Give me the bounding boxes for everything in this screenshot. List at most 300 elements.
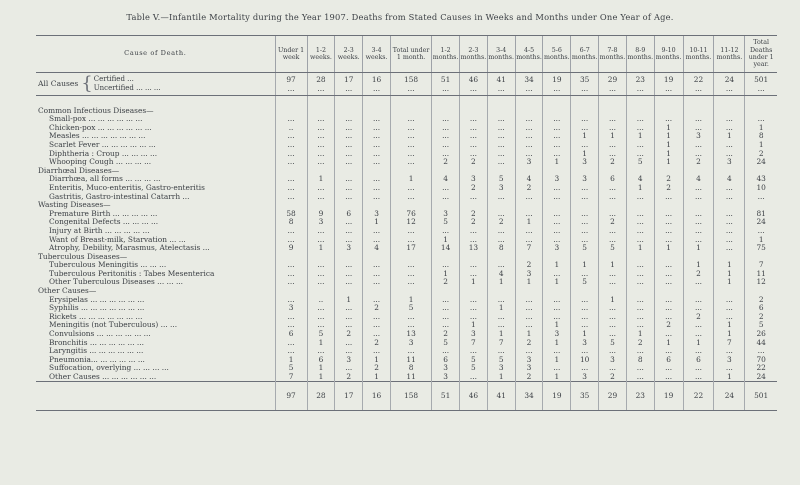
spacer-cell (543, 96, 571, 107)
spacer-cell (275, 96, 307, 107)
table-cell: ... (390, 312, 431, 321)
table-cell: ... (714, 192, 745, 201)
table-cell: 1 (390, 175, 431, 184)
table-cell: ... (714, 244, 745, 253)
table-cell: ... (432, 295, 460, 304)
certified-value: 46 (468, 75, 479, 84)
brace-glyph: { (81, 73, 93, 94)
row-label: Enteritis, Muco-enteritis, Gastro-enteritis (49, 183, 205, 192)
table-cell: 7 (714, 338, 745, 347)
uncertified-value: ... (373, 84, 381, 93)
table-cell (335, 106, 363, 115)
table-cell (683, 201, 714, 210)
table-cell: ... (683, 209, 714, 218)
table-cell: ... (275, 312, 307, 321)
table-cell: 5 (599, 338, 627, 347)
table-cell: 8 (275, 218, 307, 227)
table-cell: ... (307, 269, 335, 278)
table-cell: ... (460, 372, 488, 381)
table-cell: 1 (363, 372, 391, 381)
table-cell: ... (515, 347, 543, 356)
column-header: Under 1 week (275, 36, 307, 73)
all-causes-title: All Causes (38, 79, 79, 89)
table-cell: ... (390, 261, 431, 270)
table-cell: 1 (654, 140, 683, 149)
table-cell (654, 252, 683, 261)
row-label: Convulsions ... ... ... ... ... ... (49, 329, 151, 339)
total-cell: 24 (714, 382, 745, 411)
uncertified-value: ... (694, 84, 703, 93)
total-cell: 35 (571, 382, 599, 411)
table-cell: ... (487, 261, 515, 270)
table-cell: ... (275, 149, 307, 158)
table-cell: 26 (745, 329, 777, 338)
spacer-cell (36, 96, 275, 107)
table-cell: 5 (460, 355, 488, 364)
table-cell: ... (487, 192, 515, 201)
table-cell: ... (599, 278, 627, 287)
spacer-cell (363, 96, 391, 107)
table-cell: ... (683, 304, 714, 313)
total-cell: 158 (390, 382, 431, 411)
table-cell (335, 252, 363, 261)
row-label: Chicken-pox ... ... ... ... ... ... (49, 123, 152, 132)
table-cell: ... (275, 226, 307, 235)
table-cell (432, 166, 460, 175)
total-cell: 19 (654, 382, 683, 411)
uncertified-value: ... (581, 84, 589, 93)
table-cell: ... (363, 175, 391, 184)
table-cell: ... (307, 278, 335, 287)
table-cell: 1 (335, 295, 363, 304)
table-row (36, 355, 777, 364)
table-cell: ... (654, 269, 683, 278)
table-cell: 10 (745, 183, 777, 192)
table-cell: ... (626, 226, 654, 235)
row-label: Erysipelas ... ... ... ... ... ... (49, 295, 145, 304)
table-cell: 1 (432, 269, 460, 278)
uncertified-value: ... (525, 84, 533, 93)
spacer-cell (432, 96, 460, 107)
table-cell: 11 (390, 372, 431, 381)
column-header: 2-3 months. (460, 36, 488, 73)
table-cell: 1 (599, 132, 627, 141)
table-row (36, 218, 777, 227)
row-label: Injury at Birth ... ... ... ... ... (49, 226, 150, 235)
table-cell: 1 (714, 372, 745, 381)
table-cell: 5 (307, 329, 335, 338)
table-cell: 5 (571, 244, 599, 253)
table-cell (432, 73, 460, 96)
table-cell: ... (487, 123, 515, 132)
total-cell: 501 (745, 382, 777, 411)
row-label: Rickets ... ... ... ... ... ... ... (49, 312, 143, 321)
table-cell: 1 (745, 140, 777, 149)
table-cell: ... (626, 209, 654, 218)
spacer-cell (571, 96, 599, 107)
table-cell: ... (335, 347, 363, 356)
table-row (36, 175, 777, 184)
table-row (36, 209, 777, 218)
uncertified-value: ... (725, 84, 733, 93)
table-cell: 3 (571, 338, 599, 347)
column-header: 3-4 weeks. (363, 36, 391, 73)
table-cell: 3 (432, 364, 460, 373)
table-cell (683, 166, 714, 175)
spacer-cell (487, 96, 515, 107)
table-cell: ... (363, 226, 391, 235)
table-cell: 2 (515, 261, 543, 270)
table-cell (432, 106, 460, 115)
table-cell: ... (275, 269, 307, 278)
table-cell: ... (683, 329, 714, 338)
table-cell: 13 (460, 244, 488, 253)
table-cell: 2 (745, 149, 777, 158)
table-cell: 1 (307, 338, 335, 347)
table-cell (363, 201, 391, 210)
table-cell: 10 (571, 355, 599, 364)
table-cell (543, 106, 571, 115)
table-cell: ... (543, 140, 571, 149)
table-row (36, 235, 777, 244)
table-cell: ... (335, 321, 363, 330)
table-cell: ... (543, 269, 571, 278)
table-cell (515, 106, 543, 115)
total-cell: 17 (335, 382, 363, 411)
table-cell: ... (335, 269, 363, 278)
table-cell: ... (683, 226, 714, 235)
table-cell (460, 286, 488, 295)
row-label: Syphilis ... ... ... ... ... ... ... (49, 303, 145, 313)
table-cell: ... (335, 132, 363, 141)
uncertified-value: ... (757, 84, 765, 93)
table-row (36, 304, 777, 313)
spacer-cell (515, 96, 543, 107)
table-cell: 3 (515, 158, 543, 167)
table-cell (745, 201, 777, 210)
total-cell: 97 (275, 382, 307, 411)
table-cell: 24 (745, 158, 777, 167)
table-cell: ... (599, 115, 627, 124)
table-cell: 44 (745, 338, 777, 347)
table-cell (714, 286, 745, 295)
table-cell (335, 201, 363, 210)
table-cell: 2 (363, 364, 391, 373)
table-cell: ... (307, 261, 335, 270)
table-cell: ... (432, 261, 460, 270)
table-cell: ... (626, 192, 654, 201)
table-cell: ... (626, 372, 654, 381)
table-cell: ... (683, 115, 714, 124)
table-cell: 3 (460, 175, 488, 184)
table-cell: 7 (745, 261, 777, 270)
table-cell: 2 (460, 209, 488, 218)
table-cell: 76 (390, 209, 431, 218)
column-header: 2-3 weeks. (335, 36, 363, 73)
row-label: Measles ... ... ... ... ... ... ... (49, 131, 146, 141)
table-row (36, 347, 777, 356)
table-cell (571, 106, 599, 115)
table-cell: 3 (363, 209, 391, 218)
table-cell: 3 (543, 244, 571, 253)
table-cell: ... (432, 312, 460, 321)
table-cell: 1 (654, 244, 683, 253)
spacer-cell (745, 96, 777, 107)
table-cell: ... (515, 312, 543, 321)
table-cell (460, 106, 488, 115)
table-cell (307, 73, 335, 96)
table-cell (335, 166, 363, 175)
table-cell: 1 (714, 132, 745, 141)
row-label: Small-pox ... ... ... ... ... ... (49, 114, 143, 124)
table-cell: ... (714, 140, 745, 149)
table-cell (487, 73, 515, 96)
table-cell: 1 (571, 149, 599, 158)
table-cell: ... (335, 304, 363, 313)
table-cell: ... (432, 321, 460, 330)
table-cell: 1 (307, 244, 335, 253)
table-cell: ... (487, 295, 515, 304)
table-cell: ... (515, 295, 543, 304)
table-cell (683, 286, 714, 295)
table-cell: 22 (745, 364, 777, 373)
table-cell: ... (460, 226, 488, 235)
table-cell (275, 106, 307, 115)
table-cell: 1 (626, 183, 654, 192)
table-cell: ... (460, 347, 488, 356)
spacer-cell (460, 96, 488, 107)
table-cell: ... (714, 226, 745, 235)
table-cell: ... (307, 347, 335, 356)
table-cell: ... (487, 209, 515, 218)
table-cell: ... (714, 209, 745, 218)
table-cell: ... (515, 321, 543, 330)
table-cell: ... (599, 123, 627, 132)
uncertified-value: ... (442, 84, 450, 93)
table-cell: ... (571, 140, 599, 149)
certified-value: 24 (724, 75, 735, 84)
table-cell: 5 (432, 338, 460, 347)
column-header: 1-2 months. (432, 36, 460, 73)
table-cell (654, 201, 683, 210)
table-cell: 6 (335, 209, 363, 218)
table-cell: ... (714, 295, 745, 304)
table-cell: ... (390, 278, 431, 287)
table-cell: ... (626, 235, 654, 244)
table-cell: ... (654, 278, 683, 287)
table-cell: ... (683, 278, 714, 287)
table-cell: ... (515, 140, 543, 149)
row-label: Whooping Cough ... ... ... ... (49, 157, 152, 167)
table-cell: ... (275, 321, 307, 330)
section-header-row (36, 166, 777, 175)
table-cell: 1 (543, 278, 571, 287)
certified-value: 41 (496, 75, 506, 84)
table-cell: ... (571, 269, 599, 278)
table-cell: ... (714, 149, 745, 158)
table-cell: ... (275, 192, 307, 201)
table-cell: ... (363, 278, 391, 287)
table-cell: ... (683, 364, 714, 373)
table-cell: ... (626, 295, 654, 304)
table-cell: ... (460, 235, 488, 244)
table-cell: ... (543, 226, 571, 235)
table-cell: ... (432, 123, 460, 132)
table-cell (515, 73, 543, 96)
table-cell: 1 (599, 261, 627, 270)
table-cell (714, 73, 745, 96)
table-cell: 3 (714, 355, 745, 364)
table-cell: ... (571, 192, 599, 201)
column-header: Total under 1 month. (390, 36, 431, 73)
table-cell (714, 106, 745, 115)
certified-value: 28 (316, 75, 326, 84)
table-cell (654, 286, 683, 295)
table-cell (745, 252, 777, 261)
total-cell: 51 (432, 382, 460, 411)
table-cell: 6 (307, 355, 335, 364)
table-cell: 1 (460, 321, 488, 330)
table-cell: ... (515, 304, 543, 313)
certified-value: 16 (371, 75, 382, 84)
table-cell: ... (487, 149, 515, 158)
uncertified-value: ... (469, 84, 477, 93)
table-cell: .. (307, 295, 335, 304)
table-cell: 2 (745, 312, 777, 321)
table-cell: ... (599, 140, 627, 149)
table-cell: 8 (487, 244, 515, 253)
table-cell (745, 106, 777, 115)
table-cell: ... (599, 329, 627, 338)
table-cell: 2 (745, 295, 777, 304)
table-cell (460, 252, 488, 261)
row-label: Tuberculous Meningitis ... ... ... (49, 260, 167, 270)
table-row (36, 295, 777, 304)
table-cell (571, 252, 599, 261)
row-label: Gastritis, Gastro-intestinal Catarrh ... (49, 191, 190, 201)
table-row (36, 338, 777, 347)
table-cell (432, 252, 460, 261)
certified-value: 97 (286, 75, 296, 84)
table-cell: ... (599, 304, 627, 313)
table-cell: ... (626, 115, 654, 124)
table-cell: 3 (543, 329, 571, 338)
table-cell: 3 (275, 304, 307, 313)
table-cell (487, 106, 515, 115)
table-cell (363, 252, 391, 261)
table-cell: 3 (335, 355, 363, 364)
row-label: Premature Birth ... ... ... ... ... (49, 209, 158, 218)
table-cell: 5 (571, 278, 599, 287)
table-cell: ... (515, 192, 543, 201)
table-cell: ... (363, 295, 391, 304)
table-cell: ... (626, 149, 654, 158)
table-cell: ... (275, 175, 307, 184)
table-cell: ... (307, 158, 335, 167)
spacer-cell (626, 96, 654, 107)
table-cell: 1 (543, 261, 571, 270)
table-cell (363, 166, 391, 175)
table-row (36, 132, 777, 141)
table-cell: 12 (390, 218, 431, 227)
table-cell: 3 (487, 364, 515, 373)
table-cell: 2 (626, 338, 654, 347)
column-header: 6-7 months. (571, 36, 599, 73)
table-cell: ... (335, 338, 363, 347)
row-label: Diarrhœa, all forms ... ... ... ... (49, 174, 161, 184)
table-cell: ... (390, 235, 431, 244)
row-label: Other Causes ... ... ... ... ... ... (49, 372, 157, 381)
table-cell (460, 73, 488, 96)
certified-value: 51 (440, 75, 451, 84)
table-cell: ... (335, 149, 363, 158)
column-header: Total Deaths under 1 year. (745, 36, 777, 73)
table-cell: ... (683, 149, 714, 158)
table-cell: ... (432, 183, 460, 192)
table-cell: 43 (745, 175, 777, 184)
table-cell: ... (543, 304, 571, 313)
table-cell: ... (307, 132, 335, 141)
table-cell (275, 73, 307, 96)
table-cell: ... (654, 226, 683, 235)
column-header: 8-9 months. (626, 36, 654, 73)
uncertified-value: ... (407, 84, 415, 93)
total-cell: 28 (307, 382, 335, 411)
table-cell: 2 (599, 372, 627, 381)
table-cell: 1 (599, 295, 627, 304)
table-cell (543, 286, 571, 295)
table-cell: ... (571, 235, 599, 244)
table-cell: 1 (432, 235, 460, 244)
table-cell (571, 166, 599, 175)
table-cell (543, 252, 571, 261)
table-cell: ... (745, 192, 777, 201)
table-cell: ... (745, 347, 777, 356)
table-cell: ... (599, 347, 627, 356)
table-cell: 4 (626, 175, 654, 184)
table-cell: 3 (432, 372, 460, 381)
table-cell: 7 (487, 338, 515, 347)
row-label: Meningitis (not Tuberculous) ... ... (49, 320, 178, 330)
table-row (36, 192, 777, 201)
table-cell: 1 (626, 244, 654, 253)
table-cell: 24 (745, 218, 777, 227)
table-row (36, 269, 777, 278)
table-cell: ... (654, 304, 683, 313)
table-cell: ... (275, 295, 307, 304)
table-cell: 2 (460, 183, 488, 192)
table-cell: ... (432, 115, 460, 124)
table-cell: ... (543, 364, 571, 373)
table-cell: ... (683, 295, 714, 304)
table-row (36, 183, 777, 192)
table-row (36, 372, 777, 381)
table-cell: ... (335, 123, 363, 132)
table-cell: ... (432, 347, 460, 356)
table-cell: ... (543, 115, 571, 124)
table-cell: 14 (432, 244, 460, 253)
table-cell: 17 (390, 244, 431, 253)
section-header: Wasting Diseases— (38, 200, 111, 210)
column-header: 11-12 months. (714, 36, 745, 73)
table-cell: 1 (654, 123, 683, 132)
table-cell: ... (599, 312, 627, 321)
table-cell: ... (714, 183, 745, 192)
column-header-cause: Cause of Death. (36, 36, 275, 73)
section-header-row (36, 286, 777, 295)
table-cell: 1 (515, 278, 543, 287)
table-cell: ... (335, 261, 363, 270)
